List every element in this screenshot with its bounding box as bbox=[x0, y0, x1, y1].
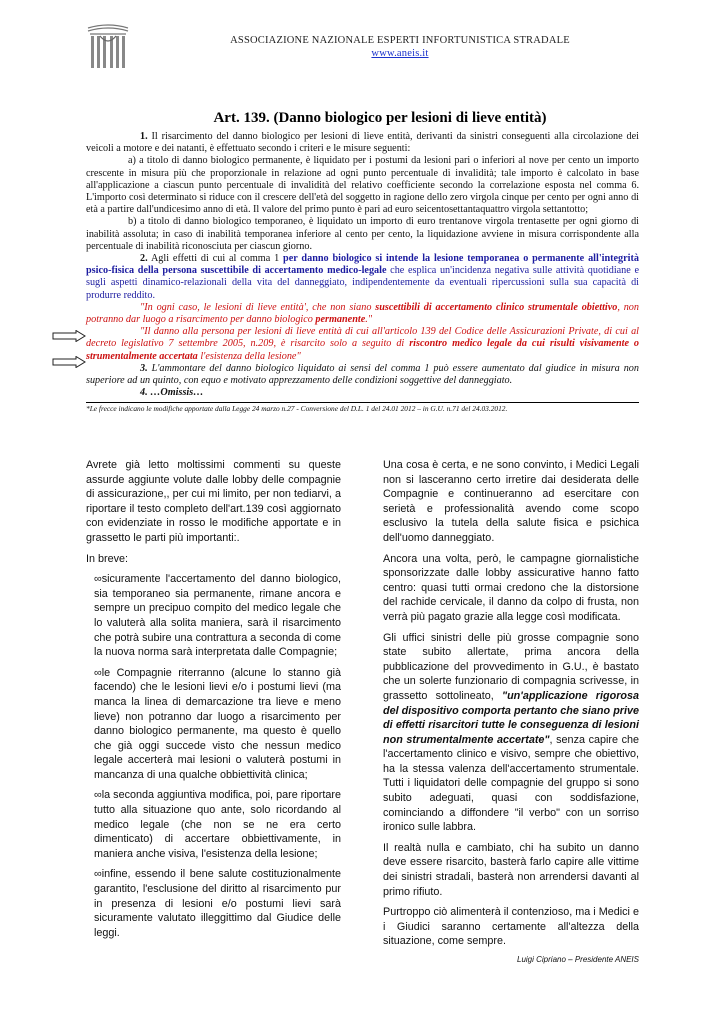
header bbox=[150, 34, 650, 60]
right-paragraph-3: Gli uffici sinistri delle più grosse compagnie sono state subito allertate, prima ancora della pubblicazione del provvedimento in G.U., è bastato che un solerte funzionario di compagnia scrivesse, in grassetto sottolineato, "un'applicazione rigorosa del dispositivo comporta pertanto che siano prive di effetti risarcitori tutte le conseguenza di lesioni non strumentalmente accertate", senza capire che l'accertamento clinico e visivo, sempre che obiettivo, ha la stessa valenza dell'accertamento strumentale. Tutti i liquidatori delle compagnie del gruppo si sono subito adeguati, quasi con soddisfazione, cominciando a diffondere "il verbo" con un sorriso ironico sulle labbra. bbox=[383, 631, 640, 834]
footnote: *Le frecce indicano le modifiche apportate dalla Legge 24 marzo n.27 - Conversione del D.L. 1 del 24.01 2012 – in G.U. n.71 del 24.03.2012. bbox=[86, 402, 639, 413]
paragraph-1a: a) a titolo di danno biologico permanente, è liquidato per i postumi da lesioni pari o inferiori al nove per cento un importo crescente in misura più che proporzionale in relazione ad ogni punto percentuale di invalidità; tale importo è calcolato in base all'applicazione a ciascun punto percentuale di invalidità del relativo coefficiente secondo la correlazione esposta nel comma 6. L'importo così determinato si riduce con il crescere dell'età del soggetto in ragione dello zero virgola cinque per cento per ogni anno di età a partire dall'undicesimo anno di età. Il valore del primo punto è pari ad euro seicentosettantaquattro virgola settantotto; bbox=[86, 155, 639, 216]
article-title: Art. 139. (Danno biologico per lesioni di lieve entità) bbox=[213, 110, 547, 126]
in-breve-label: In breve: bbox=[86, 552, 129, 565]
amendment-quote-1: "In ogni caso, le lesioni di lieve entità', che non siano suscettibili di accertamento clinico strumentale obiettivo, non potranno dar luogo a risarcimento per danno biologico permanente." bbox=[86, 301, 639, 326]
right-paragraph-1: Una cosa è certa, e ne sono convinto, i Medici Legali non si lasceranno certo irretire dai desiderata delle Compagnie e continueranno ad esercitare con serietà e professionalità avendo come scopo esclusivo la tutela della salute fisica e psichica dell'uomo danneggiato. bbox=[383, 459, 639, 544]
intro-paragraph: Avrete già letto moltissimi commenti su queste assurde aggiunte volute dalle lobby delle compagnie di assicurazione,, per cui mi limito, per non tediarvi, a riportare il testo completo dell'art.139 così aggiornato con evidenziate in rosso le modifiche apportate e in grassetto le parti più importanti:. bbox=[86, 459, 341, 544]
paragraph-2: 2. Agli effetti di cui al comma 1 per danno biologico si intende la lesione temporanea o permanente all'integrità psico-fisica della persona suscettibile di accertamento medico-legale che esplica un'incidenza negativa sulle attività quotidiane e sugli aspetti dinamico-relazionali della vita del danneggiato, indipendentemente da eventuali ripercussioni sulla sua capacità di produrre reddito. bbox=[86, 253, 639, 301]
list-item: ∞la seconda aggiuntiva modifica, poi, pare riportare tutto alla situazione quo ante, solo ricordando al medico legale (che non se ne era certo dimenticato) di accertare obbiettivamente, in maniera anche visiva, l'esistenza della lesione; bbox=[94, 789, 341, 860]
paragraph-3: 3. L'ammontare del danno biologico liquidato ai sensi del comma 1 può essere aumentato dal giudice in misura non superiore ad un quinto, con equo e motivato apprezzamento delle condizioni soggettive del danneggiato. bbox=[86, 362, 639, 387]
amendment-quote-2: "Il danno alla persona per lesioni di lieve entità di cui all'articolo 139 del Codice delle Assicurazioni Private, di cui al decreto legislativo 7 settembre 2005, n.209, è risarcito solo a seguito di riscontro medico legale da cui risulti visivamente o strumentalmente accertata l'esistenza della lesione" bbox=[86, 326, 639, 362]
org-name: ASSOCIAZIONE NAZIONALE ESPERTI INFORTUNISTICA STRADALE bbox=[230, 35, 570, 46]
right-paragraph-5: Purtroppo ciò alimenterà il contenzioso, ma i Medici e i Giudici saranno certamente all'altezza della situazione, come sempre. bbox=[383, 906, 639, 948]
aneis-logo bbox=[86, 24, 130, 70]
paragraph-1: 1. Il risarcimento del danno biologico per lesioni di lieve entità, derivanti da sinistri conseguenti alla circolazione dei veicoli a motore e dei natanti, è effettuato secondo i criteri e le misure seguenti: bbox=[86, 131, 639, 155]
list-item: ∞infine, essendo il bene salute costituzionalmente garantito, l'esclusione del diritto al risarcimento pur in presenza di lesioni e/o postumi lievi sarà sicuramente valutato illeggittimo dal Giudice delle leggi. bbox=[94, 868, 341, 939]
list-item: ∞sicuramente l'accertamento del danno biologico, sia temporaneo sia permanente, rimane ancora e sempre un precipuo compito del medico legale che lo valuterà alla solita maniera, sarà il risarcimento che potrà subire una contrattura a seconda di come la nuova norma sarà interpretata dalle Compagnie; bbox=[94, 573, 341, 659]
right-column bbox=[383, 458, 639, 971]
right-paragraph-4: Il realtà nulla e cambiato, chi ha subito un danno deve essere risarcito, basterà farlo capire alle vittime dei sinistri stradali, basterà non arrendersi davanti al primo rifiuto. bbox=[383, 841, 639, 898]
article-body bbox=[86, 131, 639, 413]
signature: Luigi Cipriano – Presidente ANEIS bbox=[517, 955, 639, 964]
paragraph-1b: b) a titolo di danno biologico temporaneo, è liquidato un importo di euro trentanove virgola trentasette per ogni giorno di inabilità assoluta; in caso di inabilità temporanea inferiore al cento per cento, la liquidazione avviene in misura corrispondente alla percentuale di inabilità riconosciuta per ciascun giorno. bbox=[86, 216, 639, 252]
website-link[interactable]: www.aneis.it bbox=[371, 48, 429, 59]
list-item: ∞le Compagnie riterranno (alcune lo stanno già facendo) che le lesioni lievi e/o i postumi lievi (ma manca la linea di demarcazione tra lieve e meno lieve) non potranno dar luogo a risarcimento per danno biologico permanente, ma questo è quello che già oggi succede visto che nessun medico legale accerterà mai lesioni o valuterà postumi in mancanza di una qualche obbiettività clinica; bbox=[94, 666, 341, 781]
arrow-right-icon bbox=[52, 330, 86, 342]
arrow-right-icon bbox=[52, 356, 86, 368]
right-paragraph-2: Ancora una volta, però, le campagne giornalistiche sponsorizzate dalle lobby assicurative hanno fatto centro: quasi tutti ormai credono che la distorsione del rachide cervicale, il danno da colpo di frusta, non verrà più pagato grazie alla legge così modificata. bbox=[383, 552, 639, 623]
left-column bbox=[86, 458, 341, 946]
paragraph-4: 4. …Omissis… bbox=[140, 387, 204, 399]
